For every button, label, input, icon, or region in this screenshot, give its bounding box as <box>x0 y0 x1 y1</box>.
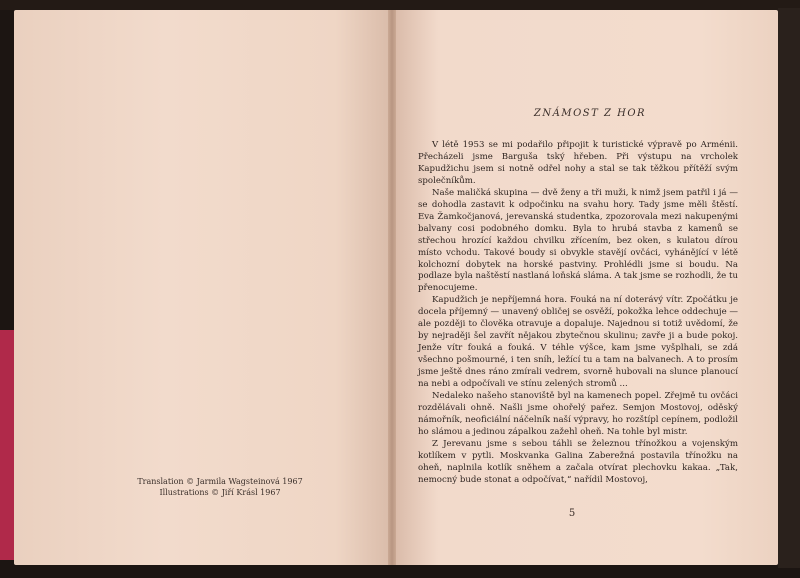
right-edge <box>778 8 800 568</box>
paragraph: Naše maličká skupina — dvě ženy a tři muži, k nimž jsem patřil i já — se dohodla zastavit k odpočinku na svahu hory. Tady jsme měli štěstí. Eva Žamkočjanová, jerevanská studentka, zpozorovala mezi nakupenými balvany cosi podobného domku. Byla to hrubá stavba z kamenů se střechou hrozící každou chvilku zřícením, bez oken, s kulatou dírou místo vchodu. Takové boudy si obvykle stavějí ovčáci, vyhánějící v létě kolchozní dobytek na horské pastviny. Prohlédli jsme si boudu. Na podlaze byla naštěstí nastlaná loňská sláma. A tak jsme se rozhodli, že tu přenocujeme. <box>418 187 738 294</box>
body-text <box>418 140 738 487</box>
chapter-title: ZNÁMOST Z HOR <box>533 108 647 119</box>
cover-edge <box>0 330 14 560</box>
translation-credit: Translation © Jarmila Wagsteinová 1967 <box>137 477 303 486</box>
book-gutter <box>388 10 396 565</box>
paragraph: Z Jerevanu jsme s sebou táhli se železnou třínožkou a vojenským kotlíkem v pytli. Moskvanka Galina Zaberežná postavila třínožku na oheň, naplnila kotlík sněhem a začala otvírat plechovku kakaa. „Tak, nemocný bude stonat a odpočívat,“ nařídil Mostovoj, <box>418 438 738 485</box>
credits <box>110 476 330 498</box>
paragraph: Kapudžich je nepříjemná hora. Fouká na ní doterávý vítr. Zpočátku je docela příjemný — unavený obličej se osvěží, pokožka lehce oddechuje — ale později to člověka otravuje a dopaluje. Najednou si totiž uvědomí, že by nejraději šel zavřít nějakou zbytečnou skulinu; zavře ji a bude pokoj. Jenže vítr fouká a fouká. V téhle výšce, kam jsme vyšplhali, se zdá všechno pošmourné, i ten sníh, ležící tu a tam na balvanech. A to prosím jsme ještě dnes ráno zmírali vedrem, svorně hubovali na slunce planoucí na nebi a odpočívali ve stínu zelených stromů ... <box>418 295 738 390</box>
page-number: 5 <box>568 508 576 519</box>
illustrations-credit: Illustrations © Jiří Krásl 1967 <box>159 488 281 497</box>
paragraph: V létě 1953 se mi podařilo připojit k turistické výpravě po Arménii. Přecházeli jsme Barguša tský hřeben. Při výstupu na vrcholek Kapudžichu jsem si notně odřel nohy a stal se tak těžkou přítěží svým společníkům. <box>418 140 738 186</box>
top-edge <box>0 0 800 10</box>
paragraph: Nedaleko našeho stanoviště byl na kamenech popel. Zřejmě tu ovčáci rozdělávali ohně. Našli jsme ohořelý pařez. Semjon Mostovoj, oděský námořník, neoficiální náčelník naší výpravy, ho rozštípl cepínem, podložil ho slámou a jedinou zápalkou zažehl oheň. Na tohle byl mistr. <box>418 391 738 437</box>
